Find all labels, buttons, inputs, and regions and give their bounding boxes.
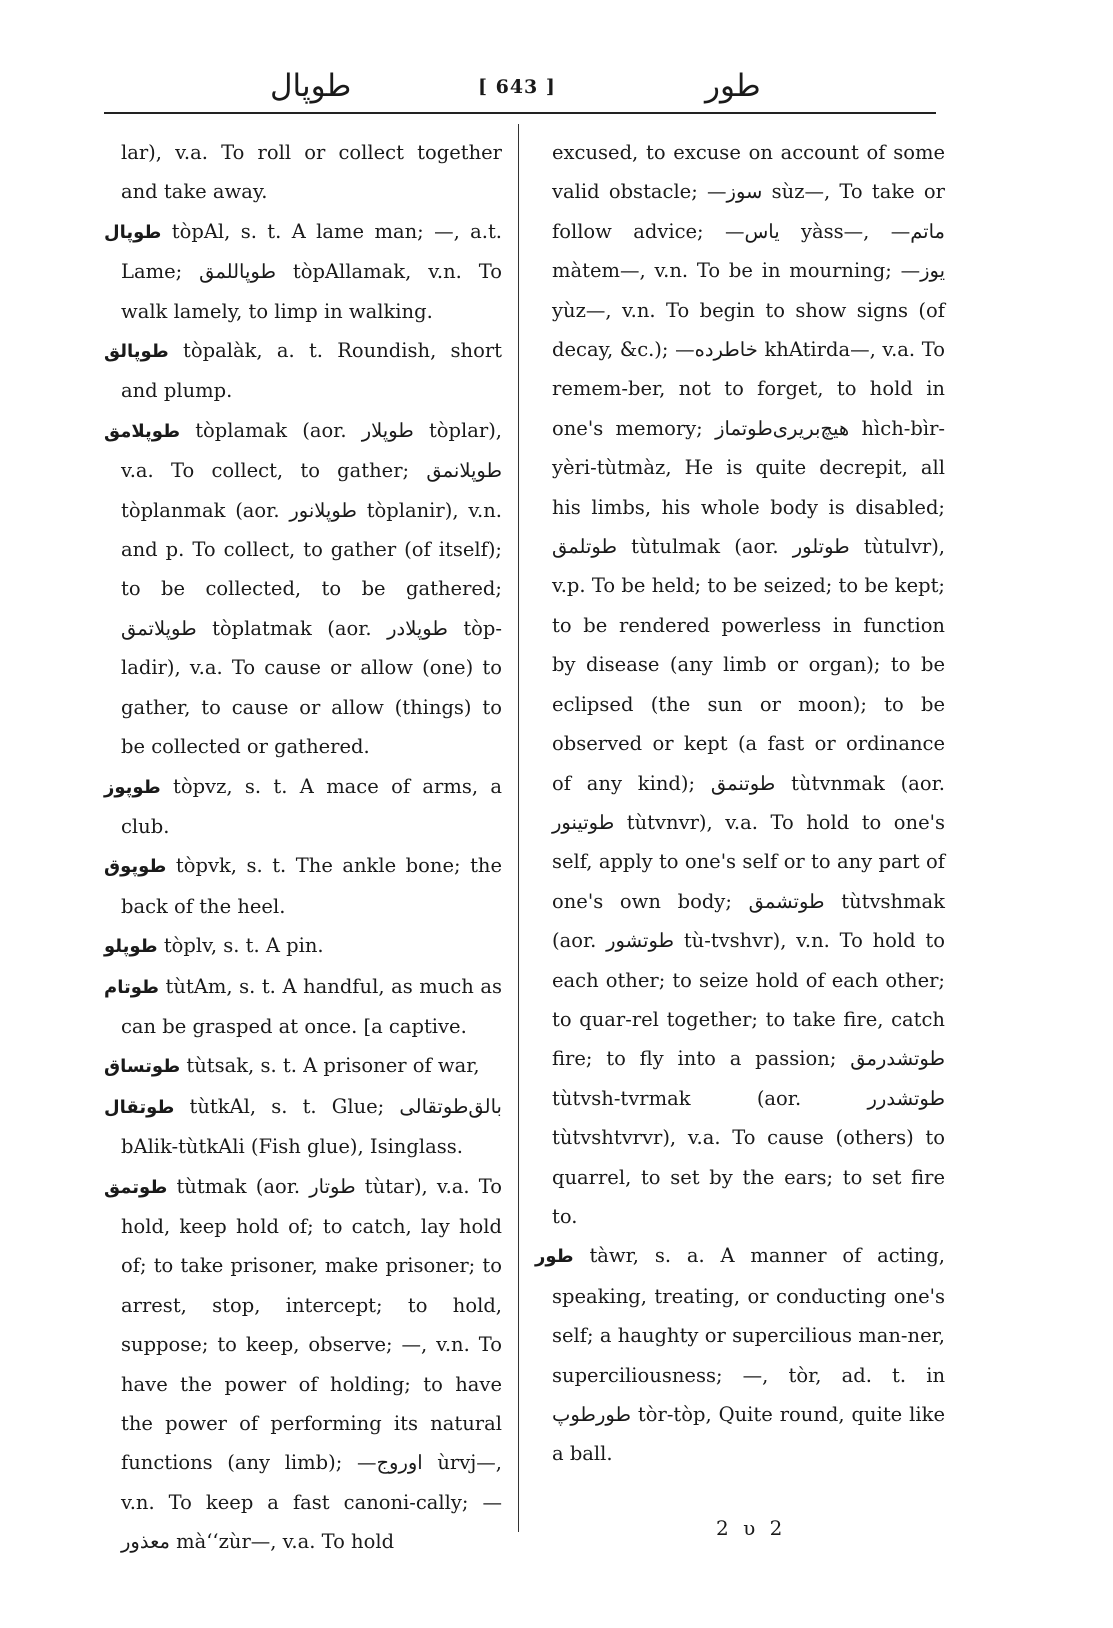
entry-text: tòpalàk, a. t. Roundish, short and plump.	[121, 339, 503, 403]
entry-headword: طور	[535, 1246, 574, 1268]
entry	[535, 1236, 945, 1473]
entry-headword: طوپلو	[104, 936, 158, 958]
entry	[104, 212, 502, 331]
entry	[104, 846, 502, 926]
entry	[104, 926, 502, 966]
entry-headword: طوپوز	[104, 776, 161, 798]
entry-headword: طوتمق	[104, 1176, 168, 1198]
left-headword: طوپال	[270, 68, 352, 104]
entry	[104, 331, 502, 411]
entry-text: excused, to excuse on account of some valid obstacle; —سوز sùz—, To take or follow advice; —یاس yàss—, —ماتم màtem—, v.n. To be in mourning; —یوز yùz—, v.n. To begin to show signs (of decay, &c.); —خاطرده khAtirda—, v.a. To remem-ber, not to forget, to hold in one's memory; هیچ‌بریری‌طوتماز hìch-bìr-yèri-tùtmàz, He is quite decrepit, all his limbs, his whole body is disabled; طوتلمق tùtulmak (aor. طوتلور tùtulvr), v.p. To be held; to be seized; to be kept; to be rendered powerless in function by disease (any limb or organ); to be eclipsed (the sun or moon); to be observed or kept (a fast or ordinance of any kind); طوتنمق tùtvnmak (aor. طوتینور tùtvnvr), v.a. To hold to one's self, apply to one's self or to any part of one's own body; طوتشمق tùtvshmak (aor. طوتشور tù-tvshvr), v.n. To hold to each other; to seize hold of each other; to quar-rel together; to take fire, catch fire; to fly into a passion; طوتشدرمق tùtvsh-tvrmak (aor. طوتشدرر tùtvshtvrvr), v.a. To cause (others) to quarrel, to set by the ears; to set fire to.	[552, 141, 946, 1228]
entry-headword: طوتام	[104, 976, 159, 998]
entry	[104, 411, 502, 767]
right-column	[535, 133, 945, 1474]
entry	[104, 767, 502, 847]
entry	[104, 1087, 502, 1167]
entry-headword: طوتقال	[104, 1096, 175, 1118]
entry	[104, 1046, 502, 1086]
right-headword: طور	[705, 68, 761, 104]
entry-text: tùtsak, s. t. A prisoner of war,	[186, 1054, 480, 1078]
column-divider	[518, 124, 519, 1532]
entry-text: lar), v.a. To roll or collect together and take away.	[121, 141, 502, 204]
entry-text: tòplv, s. t. A pin.	[163, 934, 324, 958]
entry-headword: طوپال	[104, 221, 162, 243]
signature-mark: 2 υ 2	[716, 1516, 787, 1540]
entry	[104, 133, 502, 212]
left-column	[104, 133, 502, 1562]
entry-text: tàwr, s. a. A manner of acting, speaking, treating, or conducting one's self; a haughty or supercilious man-ner, superciliousness; —, tòr, ad. t. in طورطوپ tòr-tòp, Quite round, quite like a ball.	[552, 1244, 946, 1466]
entry	[104, 1167, 502, 1562]
entry-text: tòpvk, s. t. The ankle bone; the back of the heel.	[121, 854, 502, 918]
entry-text: tùtmak (aor. طوتار tùtar), v.a. To hold, keep hold of; to catch, lay hold of; to take prisoner, make prisoner; to arrest, stop, intercept; to hold, suppose; to keep, observe; —, v.n. To have the power of holding; to have the power of performing its natural functions (any limb); —اوروج ùrvj—, v.n. To keep a fast canoni-cally; —معذور mà‘‘zùr—, v.a. To hold	[121, 1174, 502, 1554]
header-rule	[104, 112, 936, 114]
entry	[104, 967, 502, 1047]
entry-headword: طوپالق	[104, 341, 169, 363]
entry-text: tòplamak (aor. طوپلار tòplar), v.a. To collect, to gather; طوپلانمق tòplanmak (aor. طوپلانور tòplanir), v.n. and p. To collect, to gather (of itself); to be collected, to be gathered; طوپلاتمق tòplatmak (aor. طوپلادر tòp-ladir), v.a. To cause or allow (one) to gather, to cause or allow (things) to be collected or gathered.	[121, 418, 502, 759]
entry-text: tùtkAl, s. t. Glue; بالق‌طوتقالی bAlik-tùtkAli (Fish glue), Isinglass.	[121, 1094, 502, 1159]
entry-headword: طوپلامق	[104, 420, 181, 442]
entry-text: tùtAm, s. t. A handful, as much as can be grasped at once. [a captive.	[121, 974, 502, 1038]
entry-text: tòpvz, s. t. A mace of arms, a club.	[121, 774, 502, 838]
entry-headword: طوپوق	[104, 856, 167, 878]
running-header	[0, 68, 1113, 118]
entry	[535, 133, 945, 1236]
page-number: [ 643 ]	[478, 76, 556, 98]
entry-text: tòpAl, s. t. A lame man; —, a.t. Lame; طوپاللمق tòpAllamak, v.n. To walk lamely, to limp in walking.	[121, 219, 503, 323]
entry-headword: طوتساق	[104, 1056, 181, 1078]
